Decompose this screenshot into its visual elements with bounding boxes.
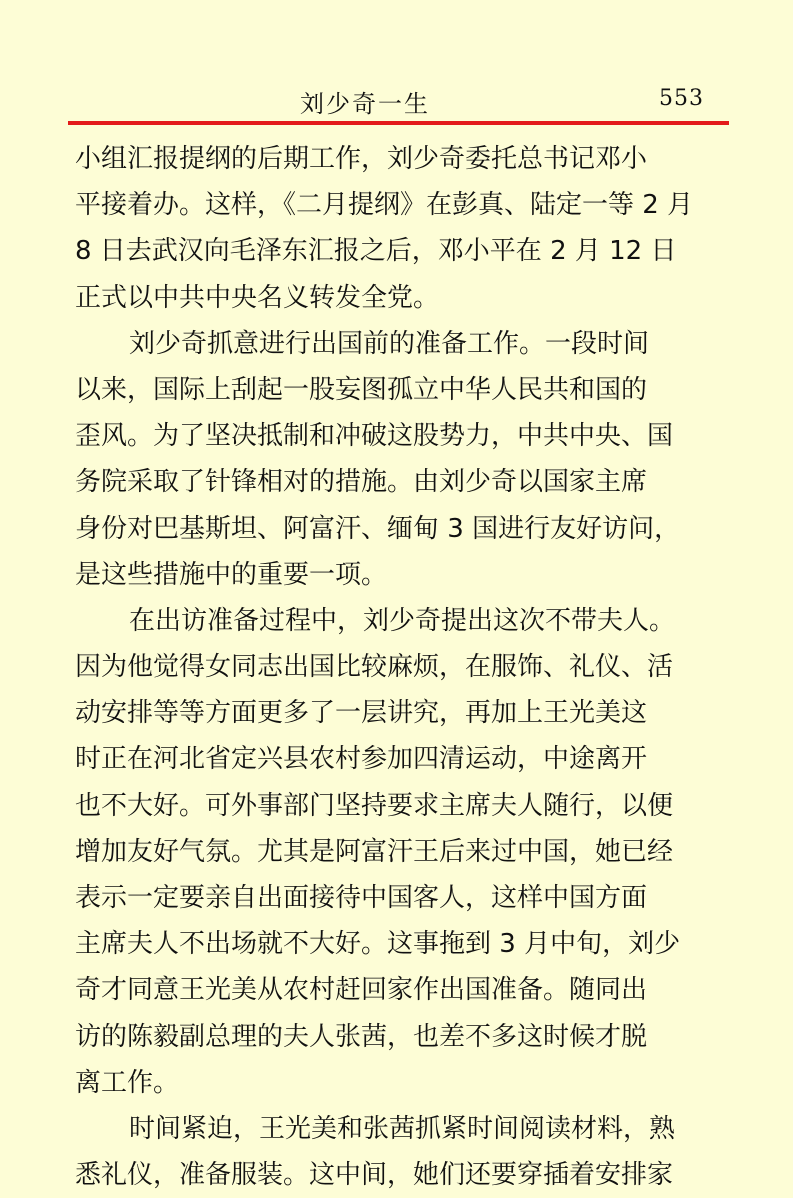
text-line: 刘少奇抓意进行出国前的准备工作。一段时间 <box>129 328 650 359</box>
text-line: 时间紧迫，王光美和张茜抓紧时间阅读材料，熟 <box>129 1113 676 1144</box>
text-line: 在出访准备过程中，刘少奇提出这次不带夫人。 <box>129 605 676 636</box>
text-line: 离工作。 <box>75 1067 180 1098</box>
text-line: 小组汇报提纲的后期工作，刘少奇委托总书记邓小 <box>75 144 648 174</box>
page-number: 553 <box>659 86 704 111</box>
text-line: 因为他觉得女同志出国比较麻烦，在服饰、礼仪、活 <box>75 652 674 683</box>
header-rule <box>68 121 729 125</box>
text-line: 以来，国际上刮起一股妄图孤立中华人民共和国的 <box>75 374 648 405</box>
body-text <box>75 136 731 1198</box>
text-line: 身份对巴基斯坦、阿富汗、缅甸 3 国进行友好访问， <box>75 513 681 544</box>
text-line: 悉礼仪，准备服装。这中间，她们还要穿插着安排家 <box>75 1160 674 1191</box>
running-title: 刘少奇一生 <box>300 90 430 118</box>
text-line: 增加友好气氛。尤其是阿富汗王后来过中国，她已经 <box>75 836 674 867</box>
text-line: 时正在河北省定兴县农村参加四清运动，中途离开 <box>75 744 648 775</box>
text-line: 务院采取了针锋相对的措施。由刘少奇以国家主席 <box>75 467 648 498</box>
page-header <box>0 0 793 130</box>
text-line: 表示一定要亲自出面接待中国客人，这样中国方面 <box>75 883 648 913</box>
text-line: 歪风。为了坚决抵制和冲破这股势力，中共中央、国 <box>75 421 674 452</box>
text-line: 正式以中共中央名义转发全党。 <box>75 282 440 313</box>
text-line: 访的陈毅副总理的夫人张茜，也差不多这时候才脱 <box>75 1021 648 1052</box>
text-line: 是这些措施中的重要一项。 <box>75 559 388 590</box>
text-line: 主席夫人不出场就不大好。这事拖到 3 月中旬，刘少 <box>75 929 681 960</box>
text-line: 动安排等等方面更多了一层讲究，再加上王光美这 <box>75 698 648 729</box>
text-line: 8 日去武汉向毛泽东汇报之后，邓小平在 2 月 12 日 <box>75 236 677 267</box>
text-line: 也不大好。可外事部门坚持要求主席夫人随行，以便 <box>75 790 674 821</box>
text-line: 平接着办。这样，《二月提纲》在彭真、陆定一等 2 月 <box>75 190 694 221</box>
text-line: 奇才同意王光美从农村赶回家作出国准备。随同出 <box>75 975 648 1006</box>
